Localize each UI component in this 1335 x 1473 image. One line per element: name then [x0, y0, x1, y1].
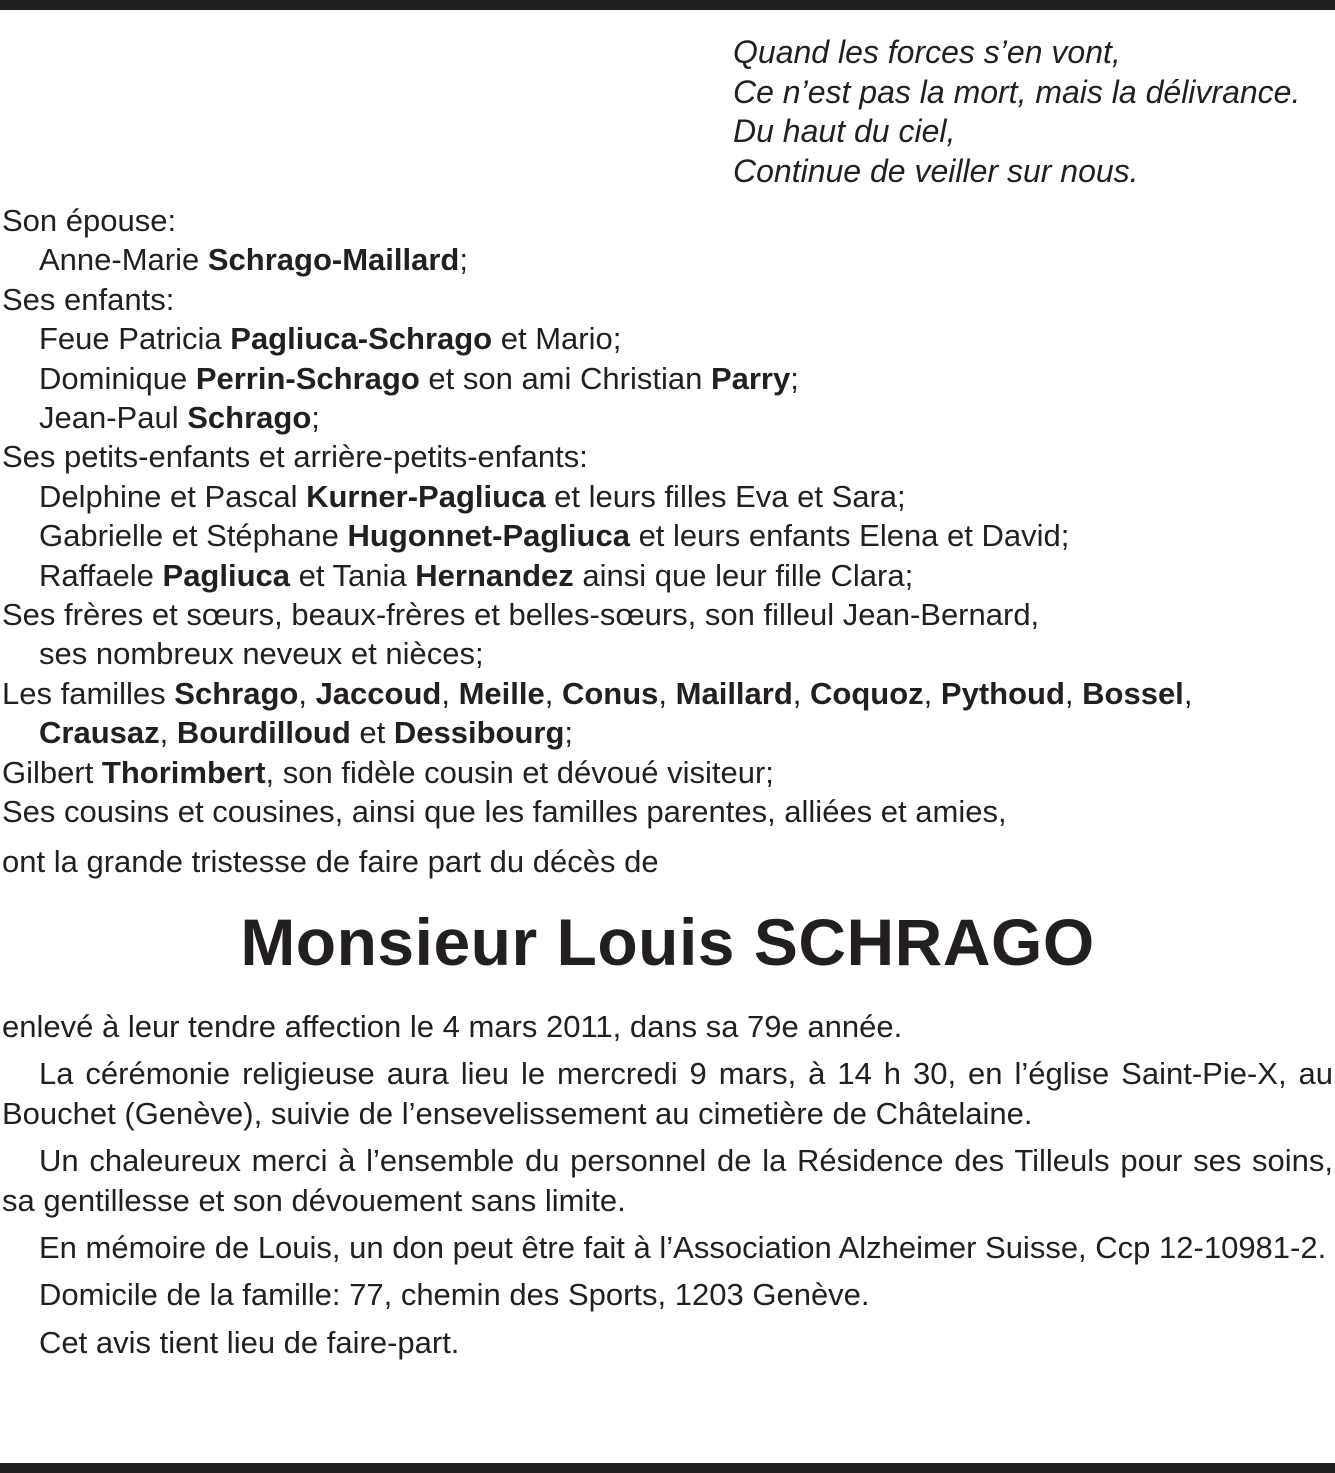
child-entry: Feue Patricia Pagliuca-Schrago et Mario; — [39, 321, 622, 357]
bottom-border-rule — [0, 1463, 1335, 1473]
deceased-name: Monsieur Louis SCHRAGO — [240, 905, 1095, 979]
donation-paragraph: En mémoire de Louis, un don peut être fait à l’Association Alzheimer Suisse, Ccp 12-10981-2. — [39, 1230, 1327, 1266]
grandchild-entry: Delphine et Pascal Kurner-Pagliuca et leurs filles Eva et Sara; — [39, 478, 906, 514]
grandchildren-heading: Ses petits-enfants et arrière-petits-enfants: — [2, 439, 588, 475]
poem-line: Quand les forces s’en vont, — [733, 34, 1121, 70]
siblings-line: Ses frères et sœurs, beaux-frères et belles-sœurs, son filleul Jean-Bernard, — [2, 597, 1040, 633]
poem-line: Continue de veiller sur nous. — [733, 152, 1139, 189]
top-border-rule — [0, 0, 1335, 10]
child-entry: Jean-Paul Schrago; — [39, 400, 320, 436]
domicile-line: Domicile de la famille: 77, chemin des Sports, 1203 Genève. — [39, 1277, 870, 1313]
families-line-continued: Crausaz, Bourdilloud et Dessibourg; — [39, 715, 573, 751]
spouse-entry: Anne-Marie Schrago-Maillard; — [39, 242, 468, 278]
details-text — [2, 1007, 1333, 1370]
family-list — [2, 201, 1332, 881]
poem-line: Du haut du ciel, — [733, 113, 956, 149]
passing-line: enlevé à leur tendre affection le 4 mars 2011, dans sa 79e année. — [2, 1009, 903, 1044]
spouse-heading: Son épouse: — [2, 203, 177, 238]
announcement-line: ont la grande tristesse de faire part du décès de — [2, 843, 659, 879]
grandchild-entry: Raffaele Pagliuca et Tania Hernandez ainsi que leur fille Clara; — [39, 557, 914, 593]
cousin-entry: Gilbert Thorimbert, son fidèle cousin et dévoué visiteur; — [2, 754, 774, 790]
child-entry: Dominique Perrin-Schrago et son ami Christian Parry; — [39, 360, 799, 396]
poem — [733, 33, 1300, 191]
cousins-line: Ses cousins et cousines, ainsi que les familles parentes, alliées et amies, — [2, 794, 1007, 830]
poem-line: Ce n’est pas la mort, mais la délivrance. — [733, 73, 1301, 110]
thanks-paragraph: Un chaleureux merci à l’ensemble du personnel de la Résidence des Tilleuls pour ses soins, sa gentillesse et son dévouement sans limite. — [2, 1143, 1333, 1218]
ceremony-paragraph: La cérémonie religieuse aura lieu le mercredi 9 mars, à 14 h 30, en l’église Saint-Pie-X, au Bouchet (Genève), suivie de l’ensevelissement au cimetière de Châtelaine. — [2, 1056, 1333, 1131]
siblings-line-continued: ses nombreux neveux et nièces; — [39, 636, 484, 672]
notice-line: Cet avis tient lieu de faire-part. — [39, 1324, 460, 1360]
children-heading: Ses enfants: — [2, 281, 175, 317]
families-line: Les familles Schrago, Jaccoud, Meille, Conus, Maillard, Coquoz, Pythoud, Bossel, — [2, 675, 1193, 711]
grandchild-entry: Gabrielle et Stéphane Hugonnet-Pagliuca et leurs enfants Elena et David; — [39, 518, 1070, 554]
